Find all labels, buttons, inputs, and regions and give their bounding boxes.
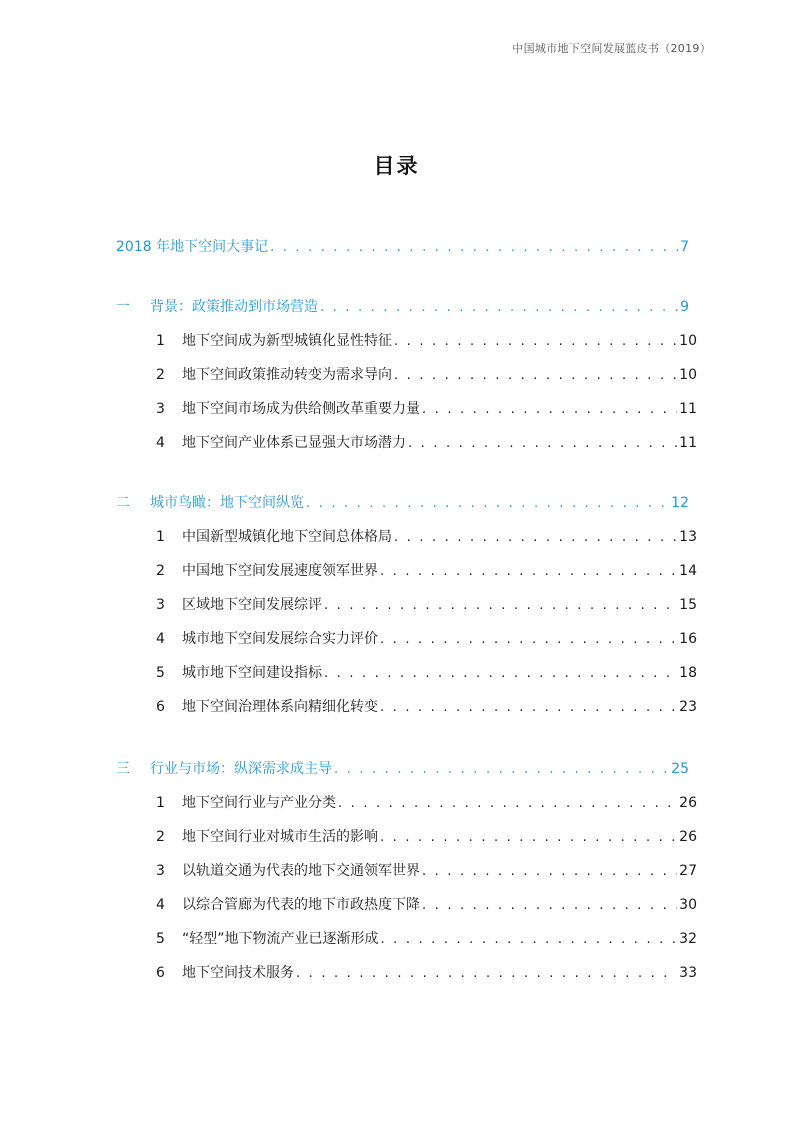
entry-number: 4: [156, 897, 165, 913]
toc-page-number: 13: [679, 529, 697, 545]
toc-entry[interactable]: [156, 826, 697, 850]
toc-page-number: 30: [679, 897, 697, 913]
dot-leader: [381, 932, 678, 947]
dot-leader: [380, 564, 677, 579]
entry-number: 3: [156, 401, 165, 417]
toc-entry-label: 城市地下空间建设指标: [182, 665, 322, 681]
dot-leader: [380, 830, 677, 845]
entry-number: 5: [156, 665, 165, 681]
dot-leader: [380, 700, 677, 715]
toc-page-number: 7: [680, 239, 689, 255]
toc-entry-label: 地下空间治理体系向精细化转变: [182, 699, 378, 715]
toc-page-number: 23: [679, 699, 697, 715]
entry-number: 2: [156, 829, 165, 845]
dot-leader: [270, 240, 678, 255]
dot-leader: [408, 436, 677, 451]
toc-entry[interactable]: [156, 628, 697, 652]
dot-leader: [394, 530, 677, 545]
toc-entry[interactable]: [156, 792, 697, 816]
toc-entry[interactable]: [156, 398, 697, 422]
toc-entry[interactable]: [156, 962, 697, 986]
toc-page-number: 26: [679, 795, 697, 811]
toc-entry-label: 地下空间政策推动转变为需求导向: [182, 367, 392, 383]
toc-entry[interactable]: [156, 560, 697, 584]
toc-entry[interactable]: [156, 432, 697, 456]
toc-entry-label: “轻型”地下物流产业已逐渐形成: [182, 931, 379, 947]
dot-leader: [320, 300, 678, 315]
toc-entry-label: 地下空间行业与产业分类: [182, 795, 336, 811]
toc-page-number: 9: [680, 299, 689, 315]
toc-entry-label: 地下空间行业对城市生活的影响: [182, 829, 378, 845]
page-title: 目录: [373, 154, 420, 178]
toc-page-number: 12: [671, 495, 689, 511]
toc-page-number: 18: [679, 665, 697, 681]
entry-number: 5: [156, 931, 165, 947]
toc-entry[interactable]: [156, 330, 697, 354]
section-number: 一: [116, 299, 130, 315]
dot-leader: [324, 666, 677, 681]
toc-entry-label: 以轨道交通为代表的地下交通领军世界: [182, 863, 420, 879]
entry-number: 6: [156, 965, 165, 981]
toc-entry-label: 地下空间成为新型城镇化显性特征: [182, 333, 392, 349]
dot-leader: [296, 966, 677, 981]
toc-entry-label: 2018 年地下空间大事记: [116, 239, 269, 255]
entry-number: 4: [156, 631, 165, 647]
toc-page-number: 26: [679, 829, 697, 845]
toc-page-number: 11: [679, 435, 697, 451]
section-label: 背景：政策推动到市场营造: [150, 299, 318, 315]
toc-section-3[interactable]: [116, 758, 689, 782]
entry-number: 2: [156, 367, 165, 383]
entry-number: 1: [156, 795, 165, 811]
toc-page-number: 27: [679, 863, 697, 879]
entry-number: 3: [156, 863, 165, 879]
toc-entry-label: 中国新型城镇化地下空间总体格局: [182, 529, 392, 545]
entry-number: 3: [156, 597, 165, 613]
toc-entry-label: 地下空间产业体系已显强大市场潜力: [182, 435, 406, 451]
toc-entry[interactable]: [156, 696, 697, 720]
running-header: 中国城市地下空间发展蓝皮书（2019）: [512, 42, 711, 55]
section-number: 三: [116, 761, 130, 777]
dot-leader: [334, 762, 669, 777]
toc-entry-label: 地下空间技术服务: [182, 965, 294, 981]
entry-number: 1: [156, 333, 165, 349]
section-label: 城市鸟瞰：地下空间纵览: [150, 495, 304, 511]
entry-number: 6: [156, 699, 165, 715]
dot-leader: [394, 368, 677, 383]
toc-entry[interactable]: [156, 594, 697, 618]
dot-leader: [324, 598, 677, 613]
dot-leader: [306, 496, 669, 511]
toc-entry-label: 区域地下空间发展综评: [182, 597, 322, 613]
toc-page-number: 11: [679, 401, 697, 417]
dot-leader: [380, 632, 677, 647]
toc-section-1[interactable]: [116, 296, 689, 320]
toc-page-number: 16: [679, 631, 697, 647]
toc-entry-label: 城市地下空间发展综合实力评价: [182, 631, 378, 647]
dot-leader: [422, 864, 677, 879]
toc-entry-memorabilia[interactable]: [116, 236, 689, 260]
toc-page-number: 10: [679, 367, 697, 383]
section-label: 行业与市场：纵深需求成主导: [150, 761, 332, 777]
dot-leader: [338, 796, 677, 811]
toc-page-number: 32: [679, 931, 697, 947]
toc-entry[interactable]: [156, 894, 697, 918]
toc-entry[interactable]: [156, 364, 697, 388]
dot-leader: [394, 334, 677, 349]
toc-page-number: 33: [679, 965, 697, 981]
toc-entry-label: 地下空间市场成为供给侧改革重要力量: [182, 401, 420, 417]
dot-leader: [422, 898, 677, 913]
section-number: 二: [116, 495, 130, 511]
toc-entry[interactable]: [156, 662, 697, 686]
toc-page-number: 10: [679, 333, 697, 349]
toc-entry[interactable]: [156, 928, 697, 952]
entry-number: 4: [156, 435, 165, 451]
toc-page-number: 14: [679, 563, 697, 579]
toc-page-number: 25: [671, 761, 689, 777]
entry-number: 2: [156, 563, 165, 579]
toc-entry[interactable]: [156, 860, 697, 884]
toc-section-2[interactable]: [116, 492, 689, 516]
toc-page-number: 15: [679, 597, 697, 613]
toc-entry-label: 以综合管廊为代表的地下市政热度下降: [182, 897, 420, 913]
toc-entry-label: 中国地下空间发展速度领军世界: [182, 563, 378, 579]
entry-number: 1: [156, 529, 165, 545]
toc-entry[interactable]: [156, 526, 697, 550]
dot-leader: [422, 402, 677, 417]
